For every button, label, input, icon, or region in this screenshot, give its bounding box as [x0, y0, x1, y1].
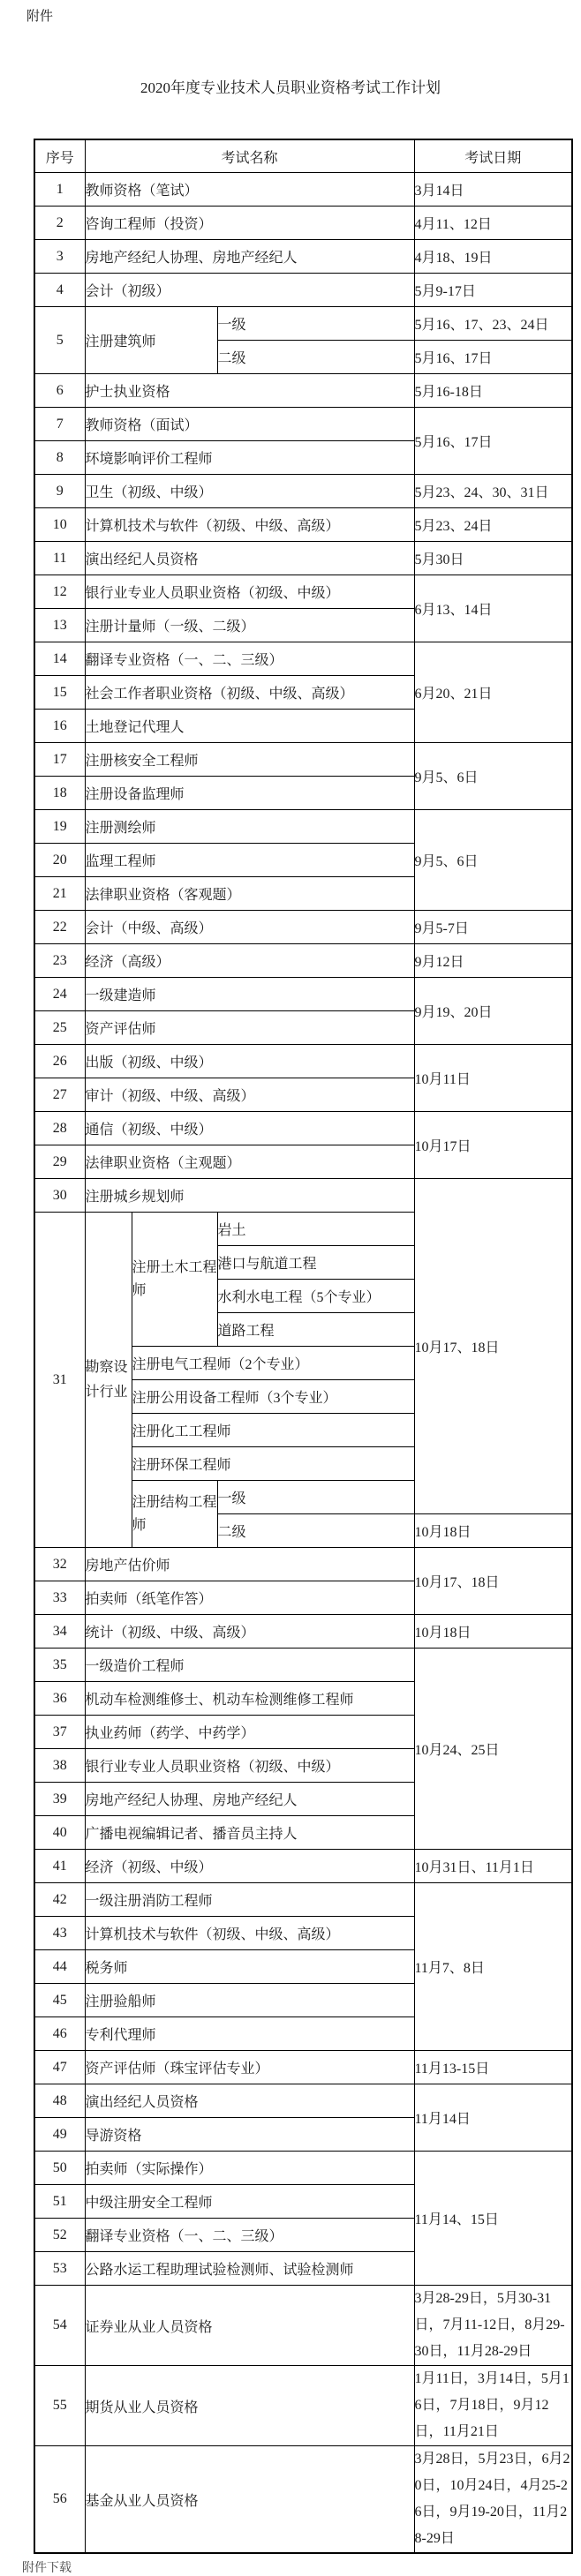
table-row — [34, 542, 572, 575]
row-number: 45 — [34, 1984, 85, 2017]
row-number: 48 — [34, 2084, 85, 2118]
industry-category: 勘察设计行业 — [85, 1213, 132, 1548]
exam-name: 注册核安全工程师 — [85, 743, 414, 777]
table-row — [34, 408, 572, 441]
row-number: 7 — [34, 408, 85, 441]
row-number: 46 — [34, 2017, 85, 2051]
row-number: 34 — [34, 1615, 85, 1648]
row-number: 23 — [34, 944, 85, 978]
table-row — [34, 810, 572, 844]
exam-date: 10月17、18日 — [414, 1548, 572, 1615]
row-number: 30 — [34, 1179, 85, 1213]
row-number: 47 — [34, 2051, 85, 2084]
row-number: 56 — [34, 2446, 85, 2554]
row-number: 37 — [34, 1716, 85, 1749]
exam-date: 10月17日 — [414, 1112, 572, 1179]
row-number: 21 — [34, 877, 85, 911]
row-number: 17 — [34, 743, 85, 777]
row-number: 14 — [34, 642, 85, 676]
exam-name: 资产评估师 — [85, 1011, 414, 1045]
exam-name: 注册验船师 — [85, 1984, 414, 2017]
row-number: 9 — [34, 475, 85, 508]
table-row — [34, 1548, 572, 1581]
table-row — [34, 508, 572, 542]
exam-name: 银行业专业人员职业资格（初级、中级） — [85, 575, 414, 609]
exam-name: 基金从业人员资格 — [85, 2446, 414, 2554]
exam-name: 导游资格 — [85, 2118, 414, 2152]
exam-name: 注册计量师（一级、二级） — [85, 609, 414, 642]
exam-name: 拍卖师（实际操作） — [85, 2152, 414, 2185]
exam-name: 证券业从业人员资格 — [85, 2286, 414, 2366]
exam-date: 4月11、12日 — [414, 207, 572, 240]
exam-date: 10月11日 — [414, 1045, 572, 1112]
exam-name: 教师资格（面试） — [85, 408, 414, 441]
exam-specialty: 港口与航道工程 — [217, 1246, 414, 1280]
exam-level: 二级 — [217, 341, 414, 374]
row-number: 24 — [34, 978, 85, 1011]
table-row — [34, 173, 572, 207]
exam-subname: 注册土木工程师 — [132, 1213, 217, 1347]
table-row — [34, 1850, 572, 1883]
table-row — [34, 1615, 572, 1648]
table-row — [34, 2446, 572, 2554]
row-number: 8 — [34, 441, 85, 475]
table-row — [34, 2152, 572, 2185]
exam-name: 出版（初级、中级） — [85, 1045, 414, 1078]
exam-date: 10月18日 — [414, 1514, 572, 1548]
table-row — [34, 2286, 572, 2366]
exam-name: 房地产估价师 — [85, 1548, 414, 1581]
row-number: 5 — [34, 307, 85, 374]
exam-name: 资产评估师（珠宝评估专业） — [85, 2051, 414, 2084]
attachment-download-link[interactable]: 附件下载 — [22, 2562, 72, 2575]
row-number: 35 — [34, 1648, 85, 1682]
row-number: 28 — [34, 1112, 85, 1145]
exam-date: 5月16、17日 — [414, 341, 572, 374]
row-number: 25 — [34, 1011, 85, 1045]
row-number: 41 — [34, 1850, 85, 1883]
row-number: 54 — [34, 2286, 85, 2366]
row-number: 53 — [34, 2252, 85, 2286]
exam-date: 3月28日，5月23日，6月20日，10月24日，4月25-26日，9月19-20日，11月28-29日 — [414, 2446, 572, 2554]
exam-name: 经济（高级） — [85, 944, 414, 978]
row-number: 19 — [34, 810, 85, 844]
exam-subname: 注册结构工程师 — [132, 1481, 217, 1548]
table-row — [34, 240, 572, 274]
exam-name: 法律职业资格（主观题） — [85, 1145, 414, 1179]
table-row — [34, 2051, 572, 2084]
exam-date: 4月18、19日 — [414, 240, 572, 274]
exam-date: 5月16、17日 — [414, 408, 572, 475]
table-row — [34, 1045, 572, 1078]
exam-schedule-table — [34, 139, 573, 2554]
exam-name: 注册建筑师 — [85, 307, 217, 374]
exam-date: 11月7、8日 — [414, 1883, 572, 2051]
exam-date: 1月11日，3月14日，5月16日，7月18日，9月12日，11月21日 — [414, 2366, 572, 2446]
attachment-label: 附件 — [26, 10, 54, 24]
exam-specialty: 水利水电工程（5个专业） — [217, 1280, 414, 1313]
row-number: 49 — [34, 2118, 85, 2152]
exam-date: 5月23、24日 — [414, 508, 572, 542]
exam-specialty: 岩土 — [217, 1213, 414, 1246]
row-number: 32 — [34, 1548, 85, 1581]
row-number: 42 — [34, 1883, 85, 1917]
exam-name: 一级建造师 — [85, 978, 414, 1011]
exam-name: 注册测绘师 — [85, 810, 414, 844]
exam-name: 土地登记代理人 — [85, 710, 414, 743]
exam-date: 9月5、6日 — [414, 743, 572, 810]
table-row — [34, 1648, 572, 1682]
row-number: 4 — [34, 274, 85, 307]
table-row — [34, 274, 572, 307]
row-number: 51 — [34, 2185, 85, 2219]
exam-name: 经济（初级、中级） — [85, 1850, 414, 1883]
exam-date: 5月30日 — [414, 542, 572, 575]
exam-date: 11月14日 — [414, 2084, 572, 2152]
exam-name: 一级注册消防工程师 — [85, 1883, 414, 1917]
row-number: 22 — [34, 911, 85, 944]
row-number: 44 — [34, 1950, 85, 1984]
exam-name: 教师资格（笔试） — [85, 173, 414, 207]
row-number: 36 — [34, 1682, 85, 1716]
row-number: 11 — [34, 542, 85, 575]
exam-date: 3月14日 — [414, 173, 572, 207]
exam-name: 通信（初级、中级） — [85, 1112, 414, 1145]
exam-name: 翻译专业资格（一、二、三级） — [85, 642, 414, 676]
exam-name: 注册设备监理师 — [85, 777, 414, 810]
table-row — [34, 1883, 572, 1917]
exam-name: 房地产经纪人协理、房地产经纪人 — [85, 1783, 414, 1816]
table-row — [34, 911, 572, 944]
exam-name: 机动车检测维修士、机动车检测维修工程师 — [85, 1682, 414, 1716]
exam-name: 银行业专业人员职业资格（初级、中级） — [85, 1749, 414, 1783]
table-row — [34, 944, 572, 978]
exam-specialty: 道路工程 — [217, 1313, 414, 1347]
exam-name: 统计（初级、中级、高级） — [85, 1615, 414, 1648]
header-date: 考试日期 — [414, 139, 572, 173]
exam-name: 房地产经纪人协理、房地产经纪人 — [85, 240, 414, 274]
row-number: 1 — [34, 173, 85, 207]
table-row — [34, 475, 572, 508]
row-number: 20 — [34, 844, 85, 877]
exam-name: 期货从业人员资格 — [85, 2366, 414, 2446]
exam-name: 护士执业资格 — [85, 374, 414, 408]
exam-date: 5月23、24、30、31日 — [414, 475, 572, 508]
exam-name: 专利代理师 — [85, 2017, 414, 2051]
exam-name: 卫生（初级、中级） — [85, 475, 414, 508]
exam-date: 5月16-18日 — [414, 374, 572, 408]
table-row — [34, 743, 572, 777]
exam-date: 5月9-17日 — [414, 274, 572, 307]
table-row — [34, 1112, 572, 1145]
exam-date: 10月31日、11月1日 — [414, 1850, 572, 1883]
table-row — [34, 978, 572, 1011]
exam-date: 10月17、18日 — [414, 1179, 572, 1514]
exam-date: 9月19、20日 — [414, 978, 572, 1045]
exam-name: 监理工程师 — [85, 844, 414, 877]
header-no: 序号 — [34, 139, 85, 173]
table-row — [34, 207, 572, 240]
row-number: 10 — [34, 508, 85, 542]
exam-date: 5月16、17、23、24日 — [414, 307, 572, 341]
row-number: 6 — [34, 374, 85, 408]
exam-date: 10月24、25日 — [414, 1648, 572, 1850]
row-number: 29 — [34, 1145, 85, 1179]
row-number: 38 — [34, 1749, 85, 1783]
row-number: 52 — [34, 2219, 85, 2252]
exam-date: 9月5-7日 — [414, 911, 572, 944]
table-header-row — [34, 139, 572, 173]
exam-name: 税务师 — [85, 1950, 414, 1984]
row-number: 50 — [34, 2152, 85, 2185]
row-number: 3 — [34, 240, 85, 274]
header-name: 考试名称 — [85, 139, 414, 173]
row-number: 27 — [34, 1078, 85, 1112]
exam-date: 11月14、15日 — [414, 2152, 572, 2286]
row-number: 26 — [34, 1045, 85, 1078]
exam-name: 会计（中级、高级） — [85, 911, 414, 944]
row-number: 2 — [34, 207, 85, 240]
exam-date: 11月13-15日 — [414, 2051, 572, 2084]
exam-name: 计算机技术与软件（初级、中级、高级） — [85, 1917, 414, 1950]
exam-name: 翻译专业资格（一、二、三级） — [85, 2219, 414, 2252]
exam-date: 6月20、21日 — [414, 642, 572, 743]
row-number: 16 — [34, 710, 85, 743]
exam-name: 中级注册安全工程师 — [85, 2185, 414, 2219]
exam-date: 3月28-29日，5月30-31日，7月11-12日，8月29-30日，11月28-29日 — [414, 2286, 572, 2366]
row-number: 13 — [34, 609, 85, 642]
exam-date: 10月18日 — [414, 1615, 572, 1648]
exam-subname: 注册环保工程师 — [132, 1447, 414, 1481]
table-row — [34, 374, 572, 408]
table-row — [34, 2084, 572, 2118]
exam-subname: 注册电气工程师（2个专业） — [132, 1347, 414, 1380]
exam-name: 一级造价工程师 — [85, 1648, 414, 1682]
row-number: 15 — [34, 676, 85, 710]
table-row — [34, 642, 572, 676]
exam-subname: 注册公用设备工程师（3个专业） — [132, 1380, 414, 1414]
exam-name: 计算机技术与软件（初级、中级、高级） — [85, 508, 414, 542]
exam-name: 拍卖师（纸笔作答） — [85, 1581, 414, 1615]
exam-name: 法律职业资格（客观题） — [85, 877, 414, 911]
row-number: 18 — [34, 777, 85, 810]
exam-name: 会计（初级） — [85, 274, 414, 307]
exam-name: 审计（初级、中级、高级） — [85, 1078, 414, 1112]
exam-level: 一级 — [217, 307, 414, 341]
exam-name: 演出经纪人员资格 — [85, 2084, 414, 2118]
exam-subname: 注册化工工程师 — [132, 1414, 414, 1447]
exam-date: 9月5、6日 — [414, 810, 572, 911]
exam-name: 广播电视编辑记者、播音员主持人 — [85, 1816, 414, 1850]
row-number: 33 — [34, 1581, 85, 1615]
exam-level: 二级 — [217, 1514, 414, 1548]
exam-date: 6月13、14日 — [414, 575, 572, 642]
row-number: 12 — [34, 575, 85, 609]
row-number: 31 — [34, 1213, 85, 1548]
exam-level: 一级 — [217, 1481, 414, 1514]
row-number: 55 — [34, 2366, 85, 2446]
exam-name: 社会工作者职业资格（初级、中级、高级） — [85, 676, 414, 710]
row-number: 39 — [34, 1783, 85, 1816]
exam-date: 9月12日 — [414, 944, 572, 978]
table-row — [34, 307, 572, 341]
row-number: 40 — [34, 1816, 85, 1850]
exam-name: 执业药师（药学、中药学） — [85, 1716, 414, 1749]
table-row — [34, 1179, 572, 1213]
table-row — [34, 575, 572, 609]
table-row — [34, 2366, 572, 2446]
row-number: 43 — [34, 1917, 85, 1950]
exam-name: 注册城乡规划师 — [85, 1179, 414, 1213]
exam-name: 公路水运工程助理试验检测师、试验检测师 — [85, 2252, 414, 2286]
exam-name: 环境影响评价工程师 — [85, 441, 414, 475]
exam-name: 咨询工程师（投资） — [85, 207, 414, 240]
exam-name: 演出经纪人员资格 — [85, 542, 414, 575]
page-title: 2020年度专业技术人员职业资格考试工作计划 — [140, 79, 441, 96]
